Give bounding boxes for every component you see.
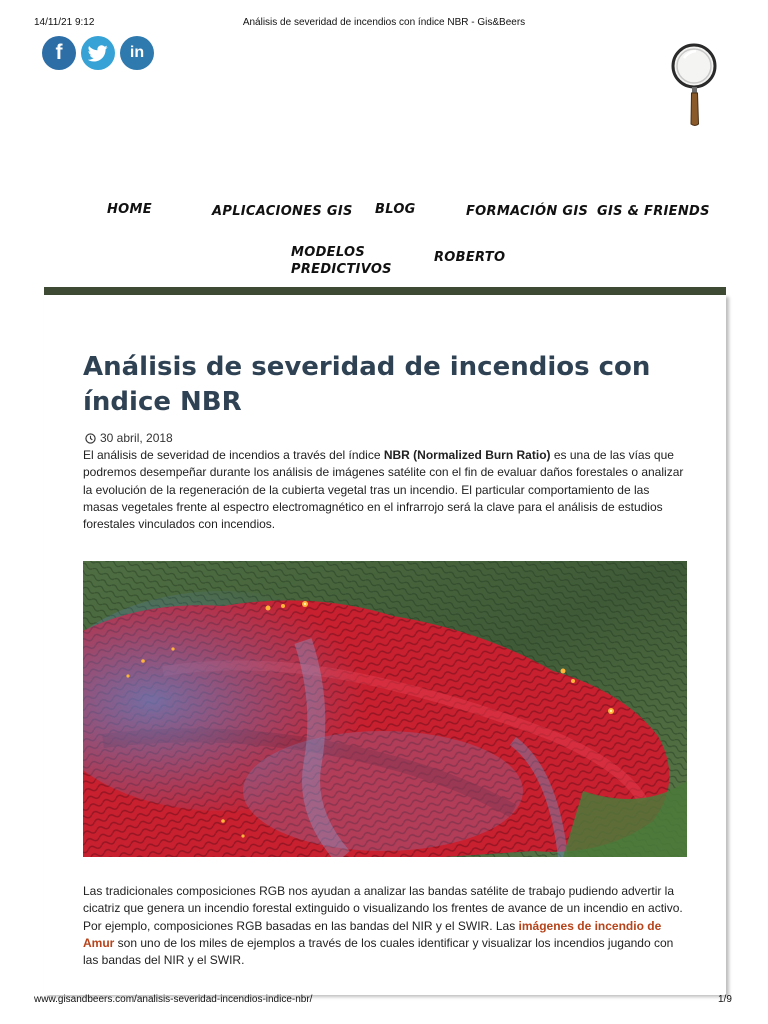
nav-item-modelos-predictivos[interactable]	[291, 244, 392, 278]
linkedin-icon: in	[129, 44, 145, 61]
paragraph-text: El análisis de severidad de incendios a través del índice	[83, 448, 384, 462]
paragraph-text: Las tradicionales composiciones RGB nos ayudan a analizar las bandas satélite de trabajo pudiendo advertir la cicatriz que genera un incendio forestal extinguido o visualizando los frentes de avance de un incendio en activo. Por ejemplo, composiciones RGB basadas en las bandas del NIR y el SWIR. Las	[83, 884, 683, 933]
print-url: www.gisandbeers.com/analisis-severidad-incendios-indice-nbr/	[34, 994, 313, 1005]
nav-item-roberto[interactable]: ROBERTO	[434, 250, 506, 265]
nav-item-home[interactable]: HOME	[107, 202, 152, 217]
nav-item-gis-friends[interactable]: GIS & FRIENDS	[597, 204, 710, 219]
amur-fire-link[interactable]: imágenes de incendio de Amur	[83, 918, 662, 950]
paragraph-text: es una de las vías que podremos desempeñar durante los análisis de imágenes satélite con el fin de evaluar daños forestales o analizar la evolución de la regeneración de la cubierta vegetal tras un incendio. El particular comportamiento de las masas vegetales frente al espectro electromagnético en el infrarrojo será la clave para el análisis de estudios forestales vinculados con incendios.	[83, 448, 684, 532]
facebook-icon: f	[55, 41, 63, 64]
clock-icon	[85, 433, 96, 444]
article-date	[85, 431, 173, 445]
article-paragraph-1	[83, 447, 687, 533]
paragraph-text: son uno de los miles de ejemplos a través de los cuales identificar y visualizar los incendios jugando con las bandas del NIR y el SWIR.	[83, 935, 674, 968]
article-paragraph-2	[83, 883, 687, 969]
article-date-text: 30 abril, 2018	[100, 431, 173, 445]
article-title: Análisis de severidad de incendios con índice NBR	[83, 352, 651, 417]
main-navigation	[0, 0, 768, 290]
print-datetime: 14/11/21 9:12	[34, 17, 95, 28]
print-page-title: Análisis de severidad de incendios con índice NBR - Gis&Beers	[242, 17, 526, 28]
nav-item-formacion-gis[interactable]: FORMACIÓN GIS	[466, 204, 589, 219]
satellite-fire-image	[83, 561, 687, 857]
nbr-term: NBR (Normalized Burn Ratio)	[383, 448, 551, 462]
nav-item-blog[interactable]: BLOG	[375, 202, 416, 217]
print-page-number: 1/9	[718, 994, 732, 1005]
nav-item-aplicaciones-gis[interactable]: APLICACIONES GIS	[212, 204, 353, 219]
nav-item-label: MODELOS	[291, 245, 365, 260]
nav-item-label: PREDICTIVOS	[291, 262, 392, 277]
content-top-bar	[44, 287, 726, 295]
